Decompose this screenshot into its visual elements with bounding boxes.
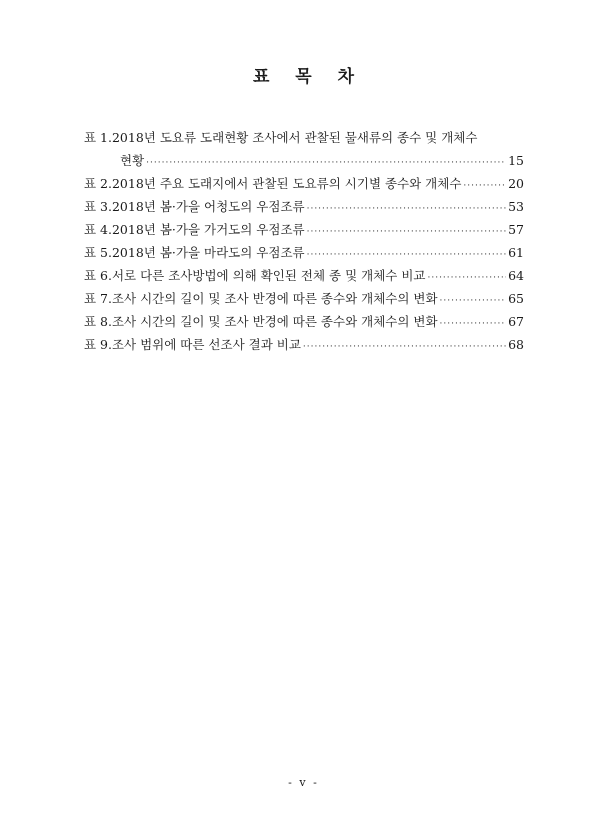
toc-entry-page-number: 65 xyxy=(508,291,524,306)
toc-entry-2[interactable] xyxy=(84,172,524,195)
toc-entry-number: 표 5. xyxy=(84,245,112,260)
page-title: 표 목 차 xyxy=(252,67,365,87)
toc-entry-title: 조사 시간의 길이 및 조사 반경에 따른 종수와 개체수의 변화 xyxy=(111,314,438,329)
toc-entry-page-number: 61 xyxy=(508,245,524,260)
toc-entry-title-continuation: 현황 xyxy=(120,153,145,168)
toc-entry-title: 2018년 봄·가을 어청도의 우점조류 xyxy=(111,199,305,214)
toc-entry-page-number: 53 xyxy=(508,199,524,214)
toc-entry-title: 2018년 주요 도래지에서 관찰된 도요류의 시기별 종수와 개체수 xyxy=(111,176,462,191)
toc-entry-title: 2018년 도요류 도래현황 조사에서 관찰된 물새류의 종수 및 개체수 xyxy=(111,130,478,145)
toc-entry-title: 조사 시간의 길이 및 조사 반경에 따른 종수와 개체수의 변화 xyxy=(111,291,438,306)
toc-entry-7[interactable] xyxy=(84,287,524,310)
toc-entry-3[interactable] xyxy=(84,195,524,218)
toc-entry-number: 표 4. xyxy=(84,222,112,237)
toc-entry-4[interactable] xyxy=(84,218,524,241)
toc-entry-number: 표 9. xyxy=(84,337,112,352)
toc-entry-page-number: 15 xyxy=(508,153,524,168)
toc-entry-number: 표 1. xyxy=(84,130,112,145)
toc-entry-title: 2018년 봄·가을 마라도의 우점조류 xyxy=(111,245,305,260)
toc-entry-9[interactable] xyxy=(84,333,524,356)
toc-entry-page-number: 64 xyxy=(508,268,524,283)
toc-entry-number: 표 8. xyxy=(84,314,112,329)
toc-dot-leader xyxy=(307,221,507,244)
toc-entry-5[interactable] xyxy=(84,241,524,264)
toc-dot-leader xyxy=(440,290,507,313)
toc-entry-number: 표 2. xyxy=(84,176,112,191)
toc-dot-leader xyxy=(463,175,506,198)
toc-entry-page-number: 57 xyxy=(508,222,524,237)
page-number-footer: - v - xyxy=(288,776,319,789)
toc-entry-6[interactable] xyxy=(84,264,524,287)
toc-entry-title: 서로 다른 조사방법에 의해 확인된 전체 종 및 개체수 비교 xyxy=(111,268,426,283)
toc-dot-leader xyxy=(427,267,506,290)
toc-entry-number: 표 7. xyxy=(84,291,112,306)
toc-entry-page-number: 68 xyxy=(508,337,524,352)
toc-entry-number: 표 6. xyxy=(84,268,112,283)
toc-dot-leader xyxy=(440,313,507,336)
toc-entry-title: 2018년 봄·가을 가거도의 우점조류 xyxy=(111,222,305,237)
toc-entry-page-number: 20 xyxy=(508,176,524,191)
toc-entry-title: 조사 범위에 따른 선조사 결과 비교 xyxy=(111,337,301,352)
toc-dot-leader xyxy=(303,336,506,359)
toc-dot-leader xyxy=(307,198,507,221)
table-of-tables xyxy=(84,126,524,356)
toc-entry-1-line-2[interactable] xyxy=(84,149,524,172)
toc-entry-1-line-1[interactable] xyxy=(84,126,524,149)
toc-entry-number: 표 3. xyxy=(84,199,112,214)
toc-entry-8[interactable] xyxy=(84,310,524,333)
toc-entry-page-number: 67 xyxy=(508,314,524,329)
